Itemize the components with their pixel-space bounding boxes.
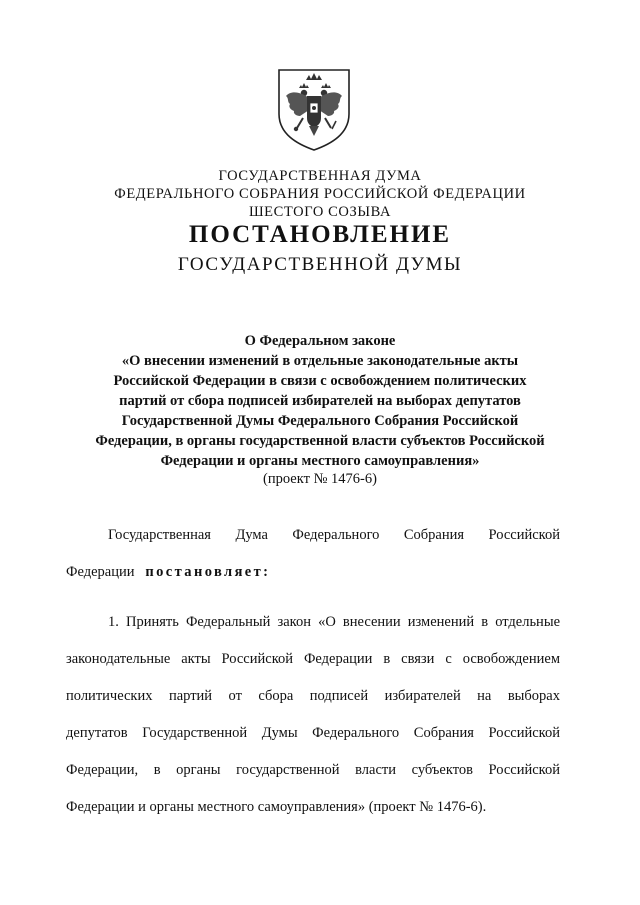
law-title-line: Российской Федерации в связи с освобождением политических bbox=[113, 373, 527, 389]
item-line: депутатов Государственной Думы Федерального Собрания Российской bbox=[66, 725, 560, 741]
item-line: политических партий от сбора подписей избирателей на выборах bbox=[66, 688, 560, 704]
document-title: ПОСТАНОВЛЕНИЕ bbox=[188, 221, 452, 248]
item-line: Федерации, в органы государственной власти субъектов Российской bbox=[66, 762, 560, 778]
preamble-line: Государственная Дума Федерального Собрания Российской bbox=[108, 527, 560, 543]
item-line: 1. Принять Федеральный закон «О внесении изменений в отдельные bbox=[108, 614, 560, 630]
institution-name: ГОСУДАРСТВЕННАЯ ДУМА bbox=[218, 168, 422, 184]
item-line: законодательные акты Российской Федерации в связи с освобождением bbox=[66, 651, 560, 667]
preamble-start: Федерации bbox=[66, 564, 135, 580]
preamble-line bbox=[66, 564, 560, 581]
law-title-line: Государственной Думы Федерального Собрания Российской bbox=[121, 413, 519, 429]
law-title-line: «О внесении изменений в отдельные законодательные акты bbox=[121, 353, 519, 369]
project-number: (проект № 1476-6) bbox=[263, 471, 377, 487]
resolution-verb: постановляет: bbox=[145, 564, 271, 580]
russian-coat-of-arms-icon bbox=[273, 66, 355, 152]
item-line-last: Федерации и органы местного самоуправления» (проект № 1476-6). bbox=[66, 799, 487, 815]
institution-subtitle: ФЕДЕРАЛЬНОГО СОБРАНИЯ РОССИЙСКОЙ ФЕДЕРАЦИИ bbox=[114, 186, 526, 202]
convocation: ШЕСТОГО СОЗЫВА bbox=[248, 204, 392, 220]
document-subtitle: ГОСУДАРСТВЕННОЙ ДУМЫ bbox=[177, 254, 463, 275]
law-title-line: О Федеральном законе bbox=[244, 333, 396, 349]
law-title-line: Федерации и органы местного самоуправления» bbox=[160, 453, 480, 469]
law-title-line: партий от сбора подписей избирателей на выборах депутатов bbox=[119, 393, 521, 409]
law-title-line: Федерации, в органы государственной власти субъектов Российской bbox=[95, 433, 545, 449]
